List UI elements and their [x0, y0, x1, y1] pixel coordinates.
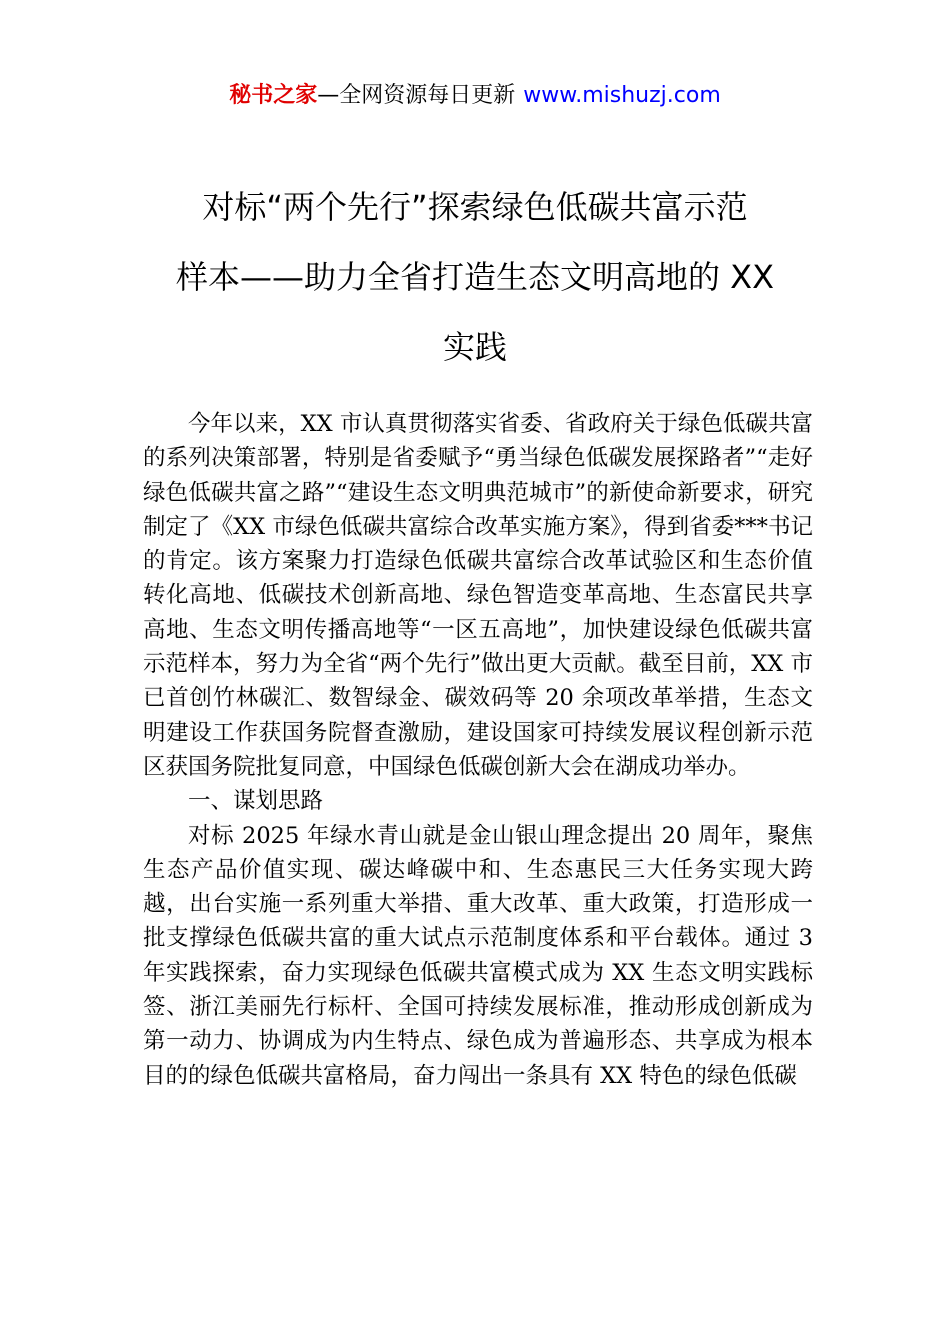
site-banner: [0, 78, 950, 114]
brand-name: 秘书之家: [229, 83, 318, 108]
section-paragraph: 对标 2025 年绿水青山就是金山银山理念提出 20 周年，聚焦生态产品价值实现、碳达峰碳中和、生态惠民三大任务实现大跨越，出台实施一系列重大举措、重大改革、重大政策，打造形成一批支撑绿色低碳共富的重大试点示范制度体系和平台载体。通过 3 年实践探索，奋力实现绿色低碳共富模式成为 XX 生态文明实践标签、浙江美丽先行标杆、全国可持续发展标准，推动形成创新成为第一动力、协调成为内生特点、绿色成为普遍形态、共享成为根本目的的绿色低碳共富格局，奋力闯出一条具有 XX 特色的绿色低碳: [143, 822, 813, 1089]
document-title: [120, 172, 830, 382]
intro-paragraph: 今年以来，XX 市认真贯彻落实省委、省政府关于绿色低碳共富的系列决策部署，特别是省委赋予“勇当绿色低碳发展探路者”“走好绿色低碳共富之路”“建设生态文明典范城市”的新使命新要求，研究制定了《XX 市绿色低碳共富综合改革实施方案》，得到省委***书记的肯定。该方案聚力打造绿色低碳共富综合改革试验区和生态价值转化高地、低碳技术创新高地、绿色智造变革高地、生态富民共享高地、生态文明传播高地等“一区五高地”，加快建设绿色低碳共富示范样本，努力为全省“两个先行”做出更大贡献。截至目前，XX 市已首创竹林碳汇、数智绿金、碳效码等 20 余项改革举措，生态文明建设工作获国务院督查激励，建设国家可持续发展议程创新示范区获国务院批复同意，中国绿色低碳创新大会在湖成功举办。: [143, 411, 813, 780]
title-line-2: 样本——助力全省打造生态文明高地的 XX: [175, 258, 775, 296]
document-body: [143, 407, 813, 1093]
site-url-link[interactable]: www.mishuzj.com: [523, 83, 721, 108]
title-line-1: 对标“两个先行”探索绿色低碳共富示范: [202, 188, 748, 226]
title-line-3: 实践: [442, 328, 507, 366]
banner-slogan: —全网资源每日更新: [317, 83, 516, 108]
section-heading: 一、谋划思路: [188, 788, 324, 815]
